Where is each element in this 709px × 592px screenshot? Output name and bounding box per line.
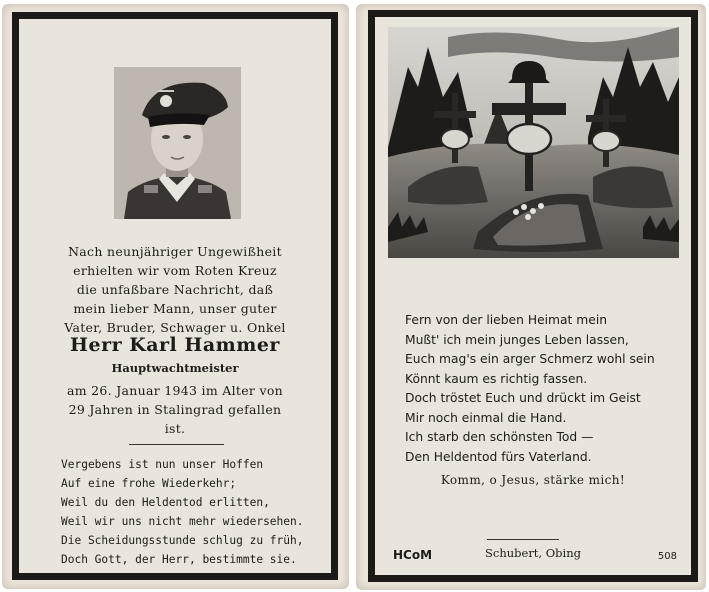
- grave-scene-illustration: [388, 27, 679, 258]
- memorial-poem-left: [61, 455, 303, 569]
- poem-line: Den Heldentod fürs Vaterland.: [405, 449, 592, 464]
- poem-line: Auf eine frohe Wiederkehr;: [61, 477, 237, 490]
- obituary-card-right: [356, 4, 706, 590]
- intro-line: Nach neunjähriger Ungewißheit: [68, 244, 282, 259]
- death-text: [19, 381, 331, 438]
- poem-line: Doch tröstet Euch und drückt im Geist: [405, 391, 641, 405]
- poem-line: Euch mag's ein arger Schmerz wohl sein: [405, 352, 655, 366]
- black-border-frame: [12, 12, 338, 580]
- death-line: 29 Jahren in Stalingrad gefallen: [68, 402, 282, 417]
- black-border-frame: [368, 10, 698, 582]
- poem-line: Mir noch einmal die Hand.: [405, 410, 567, 425]
- poem-line: Vergebens ist nun unser Hoffen: [61, 458, 264, 471]
- poem-line: Könnt kaum es richtig fassen.: [405, 371, 588, 386]
- intro-line: erhielten wir vom Roten Kreuz: [73, 263, 277, 278]
- card-number: 508: [657, 551, 677, 562]
- poem-line: Weil du den Heldentod erlitten,: [61, 496, 270, 509]
- intro-line: mein lieber Mann, unser guter: [73, 301, 277, 316]
- intro-line: die unfaßbare Nachricht, daß: [76, 282, 274, 297]
- publisher-mark: HCoM: [393, 548, 433, 562]
- death-line: am 26. Januar 1943 im Alter von: [66, 383, 284, 398]
- poem-line: Die Scheidungsstunde schlug zu früh,: [61, 534, 304, 547]
- divider-line: [487, 539, 559, 540]
- divider-line: [129, 444, 224, 445]
- deceased-rank: Hauptwachtmeister: [111, 361, 239, 375]
- obituary-card-left: [2, 4, 349, 589]
- printer-credit: Schubert, Obing: [485, 546, 581, 560]
- memorial-poem-right: [405, 311, 655, 467]
- soldier-portrait-photo: [114, 67, 241, 219]
- poem-line: Fern von der lieben Heimat mein: [405, 313, 608, 327]
- poem-line: Doch Gott, der Herr, bestimmte sie.: [61, 553, 297, 566]
- death-line: ist.: [164, 421, 186, 436]
- intro-text: [19, 242, 331, 337]
- poem-line: Mußt' ich mein junges Leben lassen,: [405, 332, 629, 347]
- deceased-name: Herr Karl Hammer: [70, 334, 280, 356]
- poem-line: Weil wir uns nicht mehr wiedersehen.: [61, 515, 304, 528]
- poem-line: Ich starb den schönsten Tod —: [405, 430, 594, 444]
- intro-line: Vater, Bruder, Schwager u. Onkel: [64, 320, 286, 335]
- prayer-line: Komm, o Jesus, stärke mich!: [440, 473, 626, 487]
